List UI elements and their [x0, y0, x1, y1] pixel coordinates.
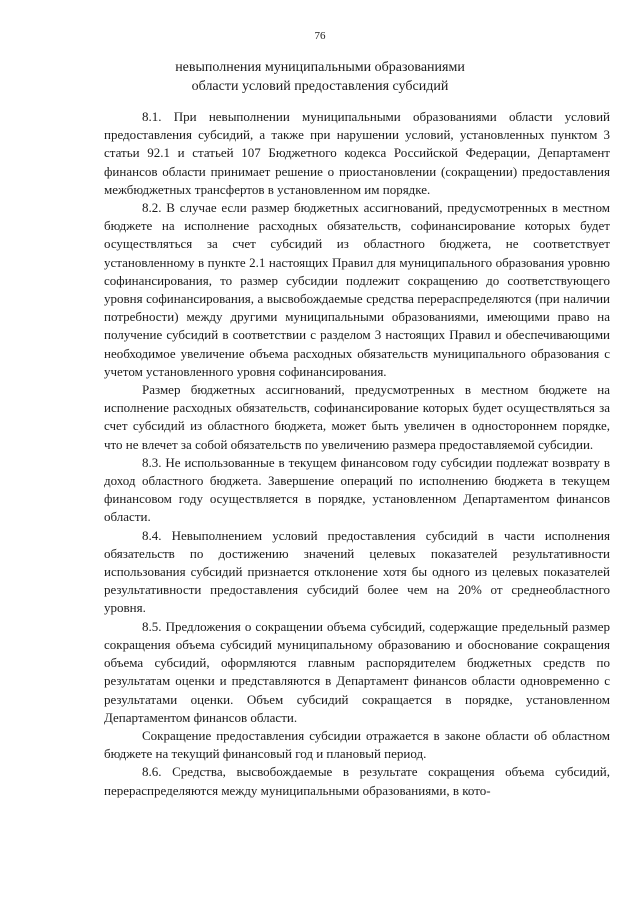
section-heading-line-1: невыполнения муниципальными образованиями — [175, 60, 465, 75]
paragraph-8-2: 8.2. В случае если размер бюджетных ассигнований, предусмотренных в местном бюджете на исполнение расходных обязательств, софинансирование которых будет осуществляться за счет субсидий из областного бюджета, не соответствует установленному в пункте 2.1 настоящих Правил для муниципального образования уровню софинансирования, то размер субсидии подлежит сокращению до соответствующего уровня софинансирования, а высвобождаемые средства перераспределяются (при наличии потребности) между другими муниципальными образованиями, имеющими право на получение субсидий в соответствии с разделом 3 настоящих Правил и обеспечивающими необходимое увеличение объема расходных обязательств муниципального образования с учетом установленного уровня софинансирования. — [104, 200, 610, 379]
page-number: 76 — [314, 30, 326, 42]
paragraph-8-6: 8.6. Средства, высвобождаемые в результате сокращения объема субсидий, перераспределяются между муниципальными образованиями, в кото- — [104, 764, 610, 798]
section-heading — [100, 58, 540, 96]
section-heading-line-2: области условий предоставления субсидий — [191, 79, 449, 94]
paragraph-8-3: 8.3. Не использованные в текущем финансовом году субсидии подлежат возврату в доход областного бюджета. Завершение операций по исполнению бюджета в текущем финансовом году осуществляется в порядке, установленном Департаментом финансов области. — [104, 454, 610, 525]
paragraph-8-2-continued: Размер бюджетных ассигнований, предусмотренных в местном бюджете на исполнение расходных обязательств, софинансирование которых будет осуществляться за счет субсидий из областного бюджета, может быть увеличен в одностороннем порядке, что не влечет за собой обязательств по увеличению размера предоставляемой субсидии. — [104, 382, 610, 452]
paragraph-8-5-continued: Сокращение предоставления субсидии отражается в законе области об областном бюджете на текущий финансовый год и плановый период. — [104, 727, 610, 762]
paragraph-8-4: 8.4. Невыполнением условий предоставления субсидий в части исполнения обязательств по достижению значений целевых показателей результативности использования субсидий признается отклонение хотя бы одного из целевых показателей результативности предоставления субсидий более чем на 20% от среднеобластного уровня. — [104, 527, 610, 616]
paragraph-8-1: 8.1. При невыполнении муниципальными образованиями области условий предоставления субсидий, а также при нарушении условий, установленных пунктом 3 статьи 92.1 и статьей 107 Бюджетного кодекса Российской Федерации, Департамент финансов области принимает решение о приостановлении (сокращении) предоставления межбюджетных трансфертов в установленном им порядке. — [104, 109, 610, 197]
paragraph-8-5: 8.5. Предложения о сокращении объема субсидий, содержащие предельный размер сокращения объема субсидий муниципальному образованию и обоснование сокращения объема субсидий, оформляются главным распорядителем бюджетных средств по результатам оценки и представляются в Департамент финансов области одновременно с результатами оценки. Объем субсидий сокращается в порядке, установленном Департаментом финансов области. — [104, 618, 610, 725]
document-body — [104, 108, 610, 800]
